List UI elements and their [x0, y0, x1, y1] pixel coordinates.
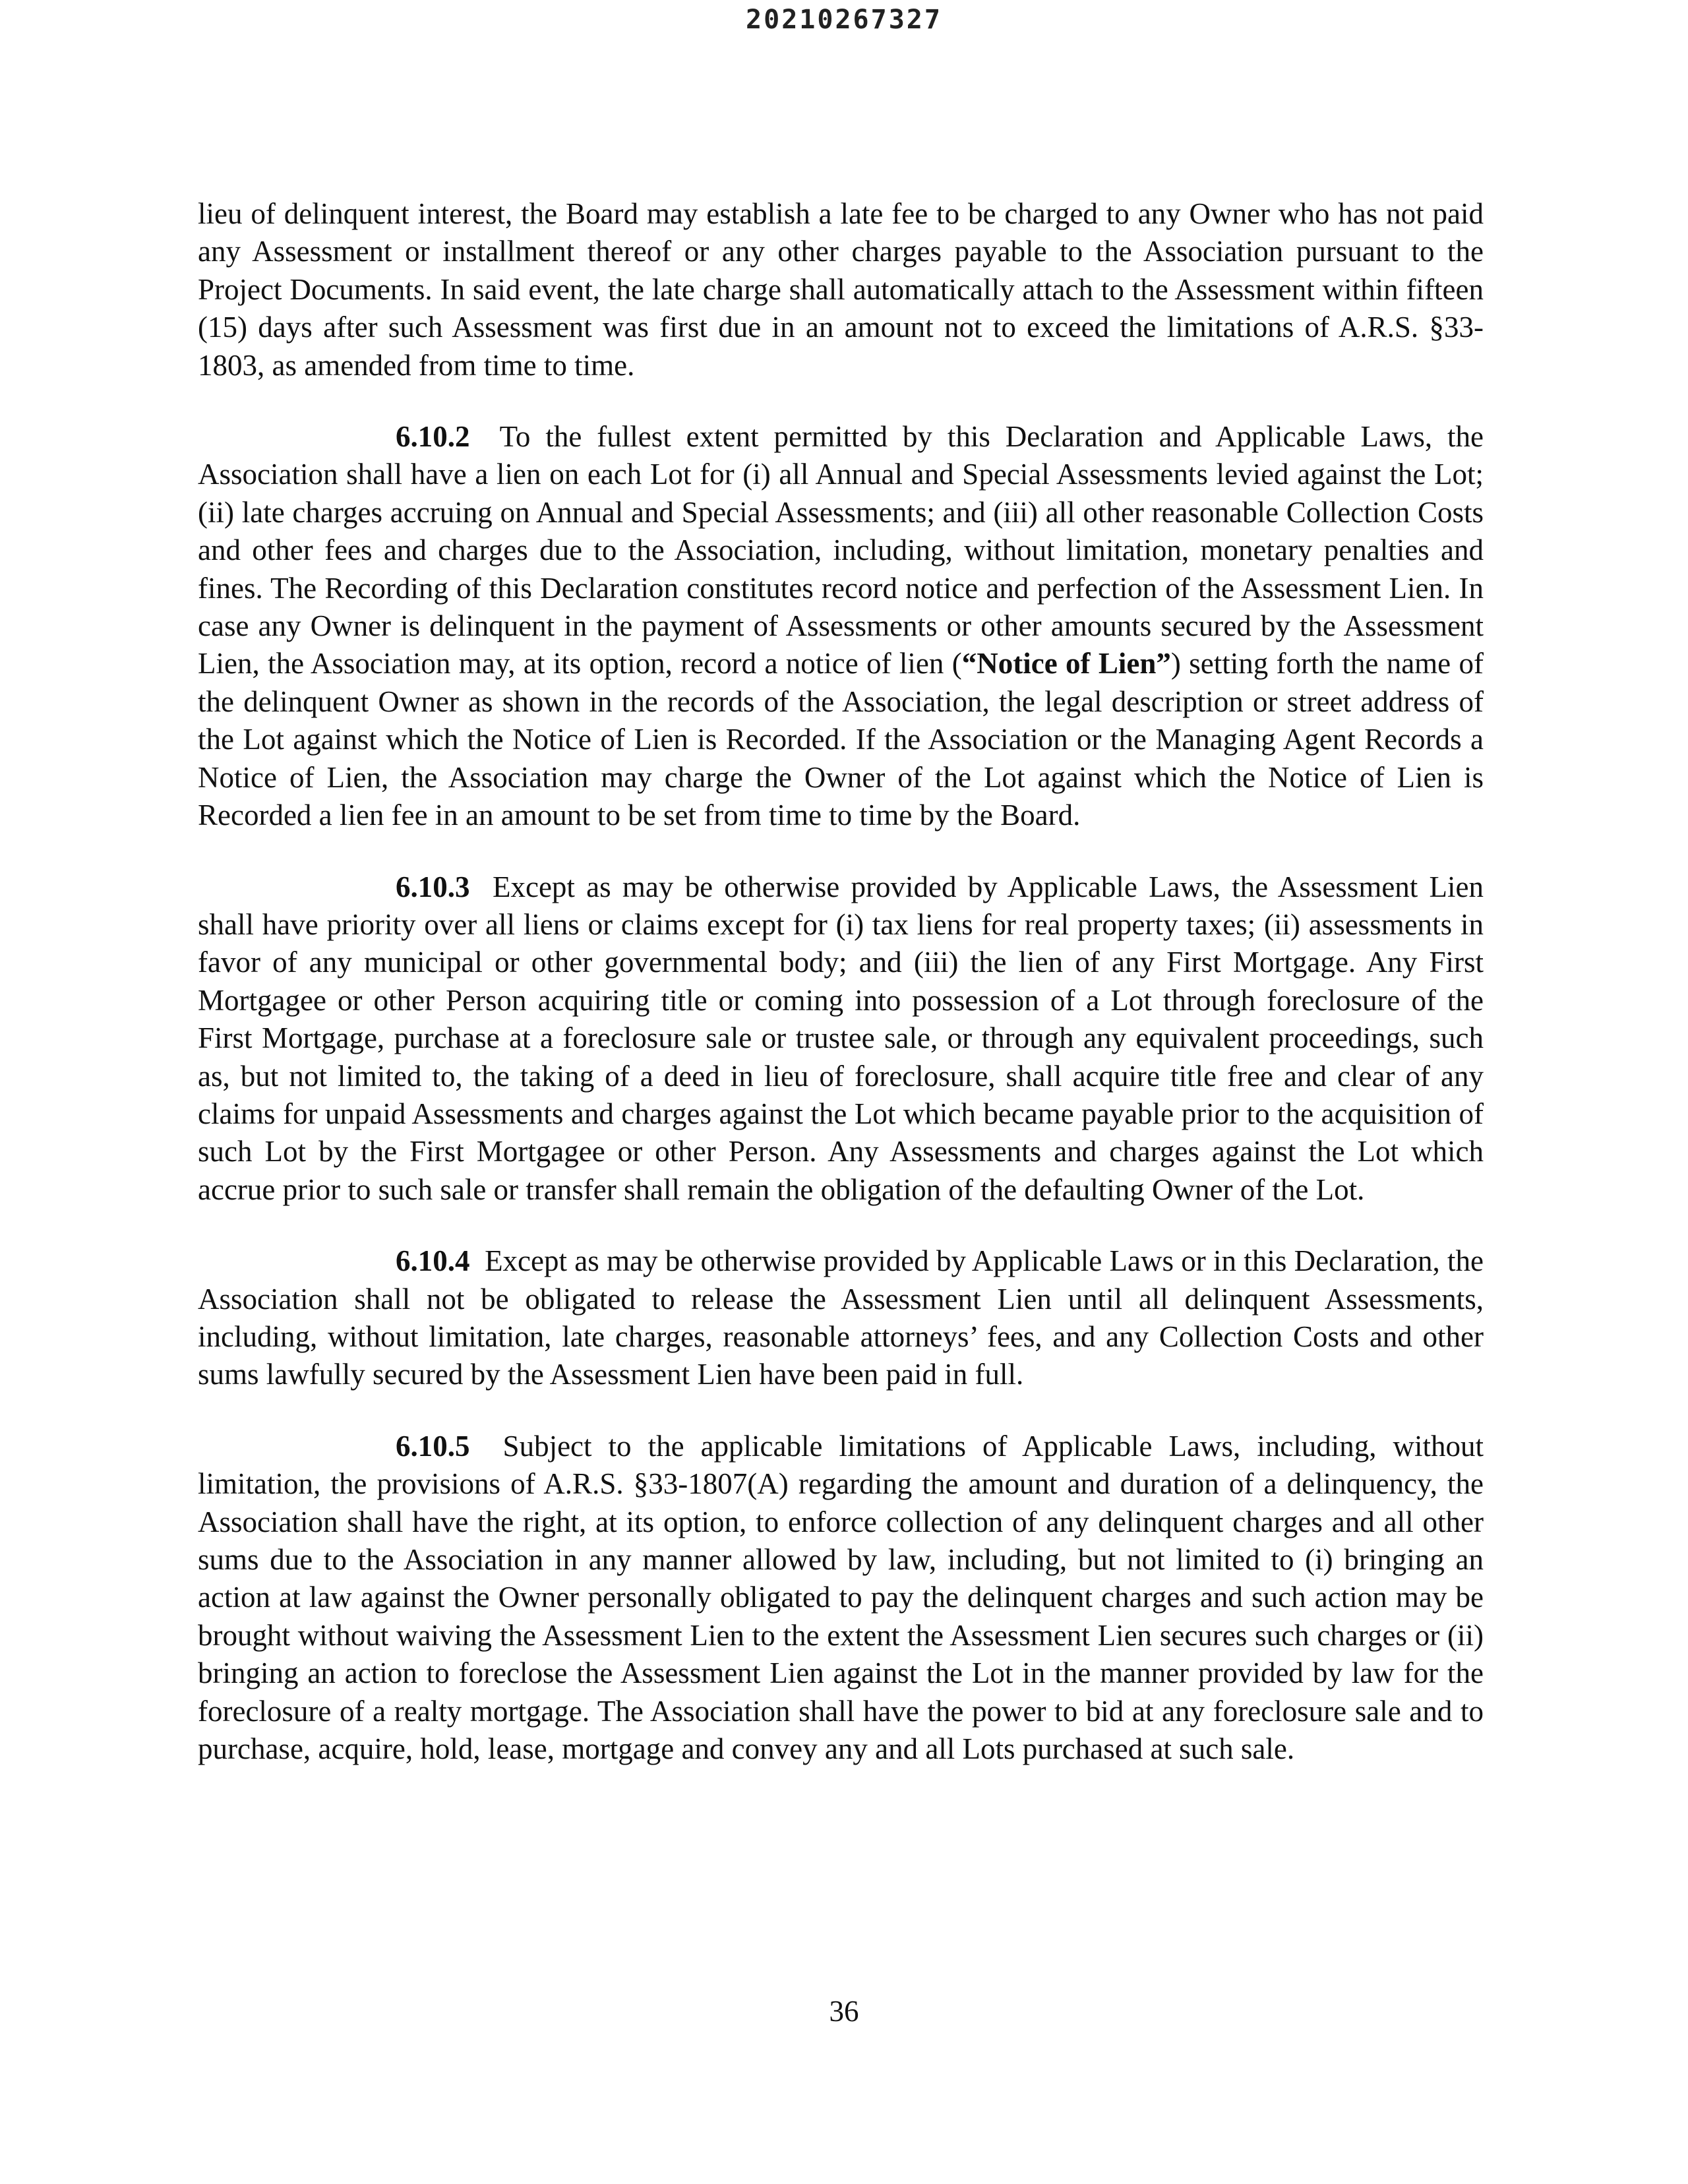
section-number: 6.10.4	[396, 1244, 470, 1278]
section-6-10-5	[198, 1428, 1484, 1769]
page-number: 36	[829, 1995, 859, 2028]
page-body	[198, 195, 1484, 1802]
paragraph-text: lieu of delinquent interest, the Board may establish a late fee to be charged to any Owner who has not paid any Assessment or installment thereof or any other charges payable to the Association pursuant to the Project Documents. In said event, the late charge shall automatically attach to the Assessment within fifteen (15) days after such Assessment was first due in an amount not to exceed the limitations of A.R.S. §33-1803, as amended from time to time.	[198, 197, 1484, 382]
section-number: 6.10.5	[396, 1429, 470, 1463]
section-6-10-4	[198, 1242, 1484, 1394]
document-number: 20210267327	[746, 5, 942, 35]
paragraph-text: Subject to the applicable limitations of Applicable Laws, including, without limitation, the provisions of A.R.S. §33-1807(A) regarding the amount and duration of a delinquency, the Association shall have the right, at its option, to enforce collection of any delinquent charges and all other sums due to the Association in any manner allowed by law, including, but not limited to (i) bringing an action at law against the Owner personally obligated to pay the delinquent charges and such action may be brought without waiving the Assessment Lien to the extent the Assessment Lien secures such charges or (ii) bringing an action to foreclose the Assessment Lien against the Lot in the manner provided by law for the foreclosure of a realty mortgage. The Association shall have the power to bid at any foreclosure sale and to purchase, acquire, hold, lease, mortgage and convey any and all Lots purchased at such sale.	[198, 1429, 1484, 1766]
paragraph-text: To the fullest extent permitted by this Declaration and Applicable Laws, the Association shall have a lien on each Lot for (i) all Annual and Special Assessments levied against the Lot; (ii) late charges accruing on Annual and Special Assessments; and (iii) all other reasonable Collection Costs and other fees and charges due to the Association, including, without limitation, monetary penalties and fines. The Recording of this Declaration constitutes record notice and perfection of the Assessment Lien. In case any Owner is delinquent in the payment of Assessments or other amounts secured by the Assessment Lien, the Association may, at its option, record a notice of lien (	[198, 420, 1484, 681]
section-number: 6.10.3	[396, 870, 470, 903]
paragraph-text: ) setting forth the name of the delinquent Owner as shown in the records of the Association, the legal description or street address of the Lot against which the Notice of Lien is Recorded. If the Association or the Managing Agent Records a Notice of Lien, the Association may charge the Owner of the Lot against which the Notice of Lien is Recorded a lien fee in an amount to be set from time to time by the Board.	[198, 647, 1484, 832]
defined-term: “Notice of Lien”	[961, 647, 1171, 681]
paragraph-continuation	[198, 195, 1484, 384]
paragraph-text: Except as may be otherwise provided by Applicable Laws or in this Declaration, the Association shall not be obligated to release the Assessment Lien until all delinquent Assessments, including, without limitation, late charges, reasonable attorneys’ fees, and any Collection Costs and other sums lawfully secured by the Assessment Lien have been paid in full.	[198, 1244, 1484, 1391]
section-6-10-3	[198, 868, 1484, 1209]
section-6-10-2	[198, 418, 1484, 834]
paragraph-text: Except as may be otherwise provided by Applicable Laws, the Assessment Lien shall have priority over all liens or claims except for (i) tax liens for real property taxes; (ii) assessments in favor of any municipal or other governmental body; and (iii) the lien of any First Mortgage. Any First Mortgagee or other Person acquiring title or coming into possession of a Lot through foreclosure of the First Mortgage, purchase at a foreclosure sale or trustee sale, or through any equivalent proceedings, such as, but not limited to, the taking of a deed in lieu of foreclosure, shall acquire title free and clear of any claims for unpaid Assessments and charges against the Lot which became payable prior to the acquisition of such Lot by the First Mortgagee or other Person. Any Assessments and charges against the Lot which accrue prior to such sale or transfer shall remain the obligation of the defaulting Owner of the Lot.	[198, 870, 1484, 1206]
section-number: 6.10.2	[396, 420, 470, 454]
